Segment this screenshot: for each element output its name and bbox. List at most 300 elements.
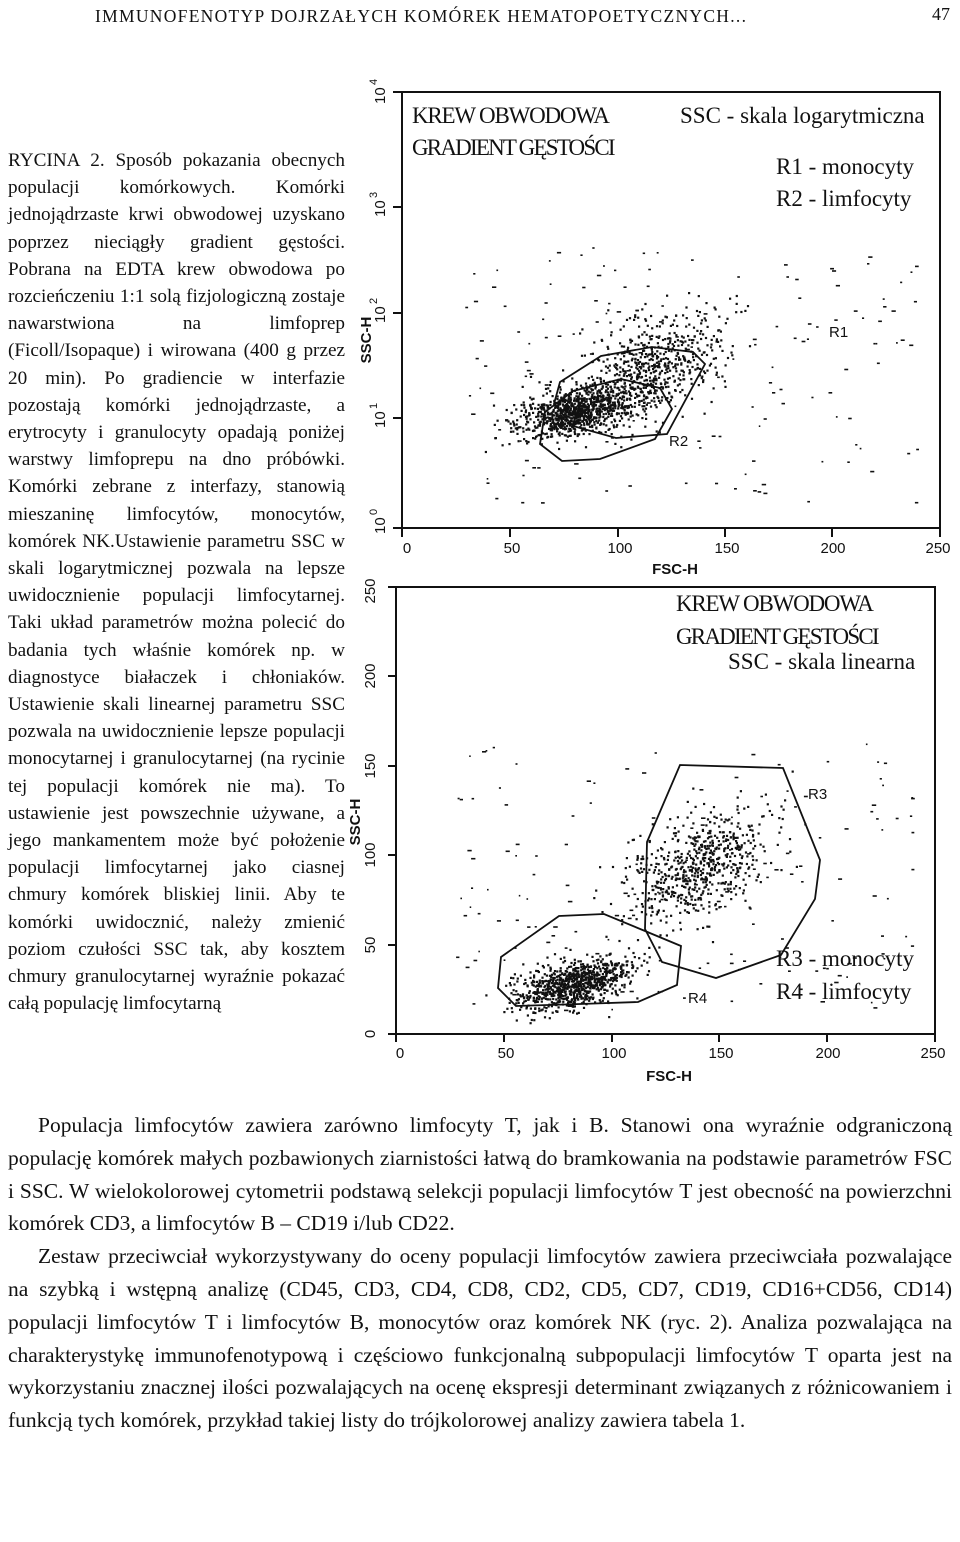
scatter-point <box>795 279 799 281</box>
scatter-point <box>574 407 576 409</box>
scatter-point <box>747 840 749 842</box>
scatter-point <box>676 325 678 327</box>
scatter-point <box>618 393 620 395</box>
scatter-point <box>649 841 651 843</box>
scatter-point <box>659 372 661 374</box>
scatter-point <box>581 421 583 423</box>
scatter-point <box>637 344 639 346</box>
scatter-point <box>656 430 658 432</box>
scatter-point <box>570 966 572 968</box>
scatter-point <box>711 401 713 403</box>
scatter-point <box>602 387 604 389</box>
scatter-point <box>604 978 606 980</box>
scatter-point <box>651 338 653 340</box>
scatter-point <box>689 855 691 857</box>
scatter-point <box>538 985 540 987</box>
scatter-point <box>552 985 554 987</box>
scatter-point <box>694 335 696 337</box>
scatter-point <box>675 832 677 834</box>
scatter-point <box>638 400 640 402</box>
scatter-point <box>549 998 551 1000</box>
scatter-point <box>536 435 538 437</box>
scatter-point <box>713 850 715 852</box>
scatter-point <box>513 424 515 426</box>
scatter-point <box>687 801 689 803</box>
scatter-point <box>666 934 668 936</box>
scatter-point <box>550 381 552 383</box>
scatter-point <box>681 389 683 391</box>
scatter-point <box>658 377 660 379</box>
scatter-point <box>534 407 536 409</box>
scatter-point <box>615 991 617 993</box>
scatter-point <box>565 990 567 992</box>
scatter-point <box>661 305 664 307</box>
scatter-point <box>698 836 700 838</box>
scatter-point <box>568 399 570 401</box>
scatter-point <box>595 408 597 410</box>
scatter-point <box>644 356 646 358</box>
scatter-point <box>572 815 575 817</box>
scatter-point <box>710 836 712 838</box>
scatter-point <box>583 400 585 402</box>
scatter-point <box>522 963 524 965</box>
scatter-point <box>573 1010 575 1012</box>
scatter-point <box>561 973 563 975</box>
scatter-point <box>724 906 727 908</box>
scatter-point <box>575 985 577 987</box>
scatter-point <box>654 375 656 377</box>
scatter-point <box>653 366 655 368</box>
scatter-point <box>552 419 554 421</box>
scatter-point <box>696 852 698 854</box>
scatter-point <box>598 989 600 991</box>
scatter-point <box>667 859 669 861</box>
scatter-point <box>764 418 767 420</box>
scatter-point <box>578 399 580 401</box>
scatter-point <box>710 811 712 813</box>
scatter-point <box>688 339 690 341</box>
scatter-point <box>637 898 639 900</box>
scatter-point <box>532 992 534 994</box>
scatter-point <box>689 371 691 373</box>
scatter-point <box>583 433 585 435</box>
scatter-point <box>585 966 587 968</box>
scatter-point <box>698 888 700 890</box>
scatter-point <box>716 837 718 839</box>
scatter-point <box>611 992 613 994</box>
scatter-point <box>679 379 681 381</box>
scatter-point <box>643 370 645 372</box>
plot1-ytick-base: 10 <box>372 200 389 217</box>
scatter-point <box>703 864 705 866</box>
scatter-point <box>634 358 636 360</box>
plot1-xtick: 250 <box>925 540 951 557</box>
scatter-point <box>614 975 616 977</box>
scatter-point <box>552 990 554 992</box>
scatter-point <box>593 341 595 343</box>
gate-label-r4: R4 <box>688 990 708 1007</box>
scatter-point <box>724 386 726 388</box>
scatter-point <box>709 830 711 832</box>
scatter-point <box>555 983 557 985</box>
scatter-point <box>654 898 656 900</box>
scatter-point <box>555 998 557 1000</box>
scatter-point <box>751 864 753 866</box>
scatter-point <box>870 811 873 813</box>
scatter-point <box>588 978 590 980</box>
scatter-point <box>699 447 702 449</box>
scatter-point <box>653 381 655 383</box>
scatter-point <box>522 431 524 433</box>
scatter-point <box>680 364 682 366</box>
scatter-point <box>474 960 478 962</box>
scatter-point <box>554 953 556 955</box>
scatter-point <box>624 956 626 958</box>
scatter-point <box>547 387 549 389</box>
scatter-point <box>628 390 630 392</box>
scatter-point <box>567 430 569 432</box>
scatter-point <box>916 449 919 451</box>
scatter-point <box>623 355 625 357</box>
scatter-point <box>725 322 727 324</box>
scatter-point <box>601 911 603 913</box>
scatter-point <box>690 896 692 898</box>
scatter-point <box>626 857 628 859</box>
scatter-point <box>669 342 671 344</box>
scatter-point <box>704 853 706 855</box>
scatter-point <box>565 844 568 846</box>
scatter-point <box>581 395 583 397</box>
scatter-point <box>745 851 747 853</box>
scatter-point <box>547 980 549 982</box>
scatter-point <box>873 895 877 897</box>
scatter-point <box>549 980 551 982</box>
scatter-point <box>576 383 578 385</box>
scatter-point <box>789 851 791 853</box>
scatter-point <box>658 863 660 865</box>
scatter-point <box>710 346 712 348</box>
scatter-point <box>538 411 540 413</box>
scatter-point <box>533 874 536 876</box>
scatter-point <box>855 444 857 446</box>
scatter-point <box>595 890 597 892</box>
scatter-point <box>626 398 628 400</box>
scatter-point <box>627 370 630 372</box>
scatter-point <box>513 404 515 406</box>
scatter-point <box>730 898 732 900</box>
scatter-point <box>634 316 636 318</box>
scatter-point <box>654 885 656 887</box>
scatter-point <box>582 983 584 985</box>
scatter-point <box>624 385 626 387</box>
scatter-point <box>663 358 665 360</box>
scatter-point <box>574 998 576 1000</box>
scatter-point <box>537 415 539 417</box>
scatter-point <box>665 386 667 388</box>
scatter-point <box>599 424 601 426</box>
scatter-point <box>593 421 595 423</box>
scatter-point <box>683 862 685 864</box>
scatter-point <box>640 356 642 358</box>
scatter-point <box>547 436 549 438</box>
scatter-point <box>751 754 755 756</box>
scatter-point <box>670 399 672 401</box>
scatter-point <box>629 384 631 386</box>
scatter-point <box>504 959 506 961</box>
scatter-point <box>697 315 699 317</box>
scatter-point <box>532 398 534 400</box>
scatter-point <box>699 333 701 335</box>
scatter-point <box>532 437 534 439</box>
scatter-point <box>609 972 613 974</box>
scatter-point <box>718 329 721 331</box>
scatter-point <box>547 405 549 407</box>
scatter-point <box>506 409 508 411</box>
scatter-point <box>656 350 658 352</box>
scatter-point <box>609 370 611 372</box>
scatter-point <box>759 425 761 427</box>
scatter-point <box>623 424 625 426</box>
scatter-point <box>581 355 583 357</box>
scatter-point <box>571 403 573 405</box>
scatter-point <box>760 881 762 883</box>
scatter-point <box>550 283 552 285</box>
scatter-point <box>650 315 652 317</box>
scatter-point <box>656 336 658 338</box>
scatter-point <box>687 904 689 906</box>
scatter-point <box>583 406 585 408</box>
scatter-point <box>536 981 538 983</box>
scatter-point <box>456 957 459 959</box>
scatter-point <box>641 400 643 402</box>
scatter-point <box>731 852 733 854</box>
scatter-point <box>697 910 699 912</box>
scatter-point <box>561 994 563 996</box>
scatter-point <box>700 898 702 900</box>
scatter-point <box>725 819 727 821</box>
scatter-point <box>605 441 608 443</box>
scatter-point <box>528 412 530 414</box>
scatter-point <box>669 338 671 340</box>
scatter-point <box>752 460 756 462</box>
scatter-point <box>562 369 564 371</box>
scatter-point <box>538 381 540 383</box>
scatter-point <box>616 393 618 395</box>
scatter-point <box>742 892 744 894</box>
scatter-point <box>694 867 696 869</box>
scatter-point <box>664 383 666 385</box>
scatter-point <box>660 878 662 880</box>
scatter-point <box>600 392 602 394</box>
scatter-point <box>612 866 614 868</box>
scatter-point <box>753 339 757 341</box>
scatter-point <box>610 391 612 393</box>
scatter-point <box>624 975 626 977</box>
scatter-point <box>732 863 734 865</box>
scatter-point <box>744 842 746 844</box>
scatter-point <box>511 412 513 414</box>
scatter-point <box>720 894 722 896</box>
scatter-point <box>609 428 611 430</box>
scatter-point <box>606 389 608 391</box>
scatter-point <box>635 353 637 355</box>
scatter-point <box>680 340 682 342</box>
scatter-point <box>708 901 710 903</box>
scatter-point <box>527 421 529 423</box>
scatter-point <box>626 960 628 962</box>
scatter-point <box>719 906 722 908</box>
scatter-point <box>702 890 704 892</box>
scatter-point <box>672 375 674 377</box>
scatter-point <box>596 972 598 974</box>
scatter-point <box>636 364 638 366</box>
scatter-point <box>644 344 646 346</box>
plot1-dots <box>465 247 919 504</box>
scatter-point <box>745 474 747 476</box>
scatter-point <box>621 923 623 925</box>
scatter-point <box>603 423 605 425</box>
scatter-point <box>680 862 682 864</box>
scatter-point <box>695 855 697 857</box>
scatter-point <box>559 403 561 405</box>
scatter-point <box>592 406 594 408</box>
scatter-point <box>682 378 684 380</box>
scatter-point <box>619 342 621 344</box>
scatter-point <box>530 406 532 408</box>
scatter-point <box>667 337 669 339</box>
scatter-point <box>702 858 704 860</box>
scatter-point <box>641 405 643 407</box>
scatter-point <box>647 286 650 288</box>
scatter-point <box>608 954 610 956</box>
scatter-point <box>710 893 712 895</box>
scatter-point <box>527 999 529 1001</box>
scatter-point <box>600 381 602 383</box>
scatter-point <box>579 419 581 421</box>
scatter-point <box>675 358 677 360</box>
scatter-point <box>700 894 702 896</box>
scatter-point <box>621 964 623 966</box>
scatter-point <box>758 823 760 825</box>
scatter-point <box>604 418 606 420</box>
scatter-point <box>660 855 662 857</box>
scatter-point <box>524 979 526 981</box>
scatter-point <box>486 750 488 752</box>
scatter-point <box>630 910 634 912</box>
scatter-point <box>752 859 754 861</box>
scatter-point <box>598 359 600 361</box>
scatter-point <box>672 929 674 931</box>
scatter-point <box>577 433 580 435</box>
plot1-ytick-exp: 2 <box>368 297 380 304</box>
scatter-point <box>529 418 531 420</box>
scatter-point <box>585 383 587 385</box>
scatter-point <box>680 867 682 869</box>
scatter-point <box>690 378 692 380</box>
scatter-point <box>592 247 594 249</box>
scatter-point <box>682 416 684 418</box>
scatter-point <box>672 324 674 326</box>
scatter-point <box>696 310 698 312</box>
scatter-point <box>732 358 734 360</box>
scatter-point <box>573 964 575 966</box>
scatter-point <box>620 966 622 968</box>
scatter-point <box>789 838 791 840</box>
scatter-point <box>666 900 668 902</box>
scatter-point <box>564 1010 568 1012</box>
scatter-point <box>666 367 668 369</box>
scatter-point <box>714 869 716 871</box>
scatter-point <box>628 485 632 487</box>
scatter-point <box>700 322 702 324</box>
scatter-point <box>648 947 650 949</box>
scatter-point <box>625 867 627 869</box>
scatter-point <box>593 897 595 899</box>
scatter-point <box>667 365 669 367</box>
scatter-point <box>612 968 614 970</box>
scatter-point <box>608 979 610 981</box>
scatter-point <box>688 888 690 890</box>
scatter-point <box>566 405 568 407</box>
scatter-point <box>614 386 616 388</box>
scatter-point <box>769 810 771 812</box>
scatter-point <box>589 987 591 989</box>
scatter-point <box>558 335 562 337</box>
scatter-point <box>699 311 701 313</box>
scatter-point <box>693 907 695 909</box>
scatter-point <box>682 370 684 372</box>
scatter-point <box>679 374 681 376</box>
scatter-point <box>718 848 720 850</box>
scatter-point <box>607 346 609 348</box>
scatter-point <box>705 881 707 883</box>
scatter-point <box>616 424 618 426</box>
scatter-point <box>730 883 732 885</box>
scatter-point <box>587 992 589 994</box>
scatter-point <box>646 962 648 964</box>
scatter-point <box>576 997 578 999</box>
plot1-legend-r1: R1 - monocyty <box>776 154 914 179</box>
scatter-point <box>752 406 754 408</box>
scatter-point <box>737 797 739 799</box>
scatter-point <box>640 367 642 369</box>
scatter-point <box>674 851 676 853</box>
scatter-point <box>560 967 562 969</box>
scatter-point <box>574 424 577 426</box>
scatter-point <box>682 877 684 879</box>
scatter-point <box>695 864 697 866</box>
scatter-point <box>592 986 594 988</box>
scatter-point <box>666 371 668 373</box>
scatter-point <box>876 818 879 820</box>
scatter-point <box>537 408 539 410</box>
scatter-point <box>659 402 661 404</box>
scatter-point <box>560 389 562 391</box>
scatter-point <box>629 866 631 868</box>
gate-label-r3: R3 <box>808 786 828 803</box>
scatter-point <box>608 939 610 941</box>
scatter-point <box>589 409 591 411</box>
scatter-point <box>627 347 629 349</box>
scatter-point <box>516 423 518 425</box>
scatter-point <box>587 411 589 413</box>
scatter-point <box>574 968 576 970</box>
scatter-point <box>577 396 579 398</box>
scatter-point <box>584 397 586 399</box>
plot2-ytick: 100 <box>362 842 379 868</box>
scatter-point <box>722 865 724 867</box>
scatter-point <box>550 401 552 403</box>
